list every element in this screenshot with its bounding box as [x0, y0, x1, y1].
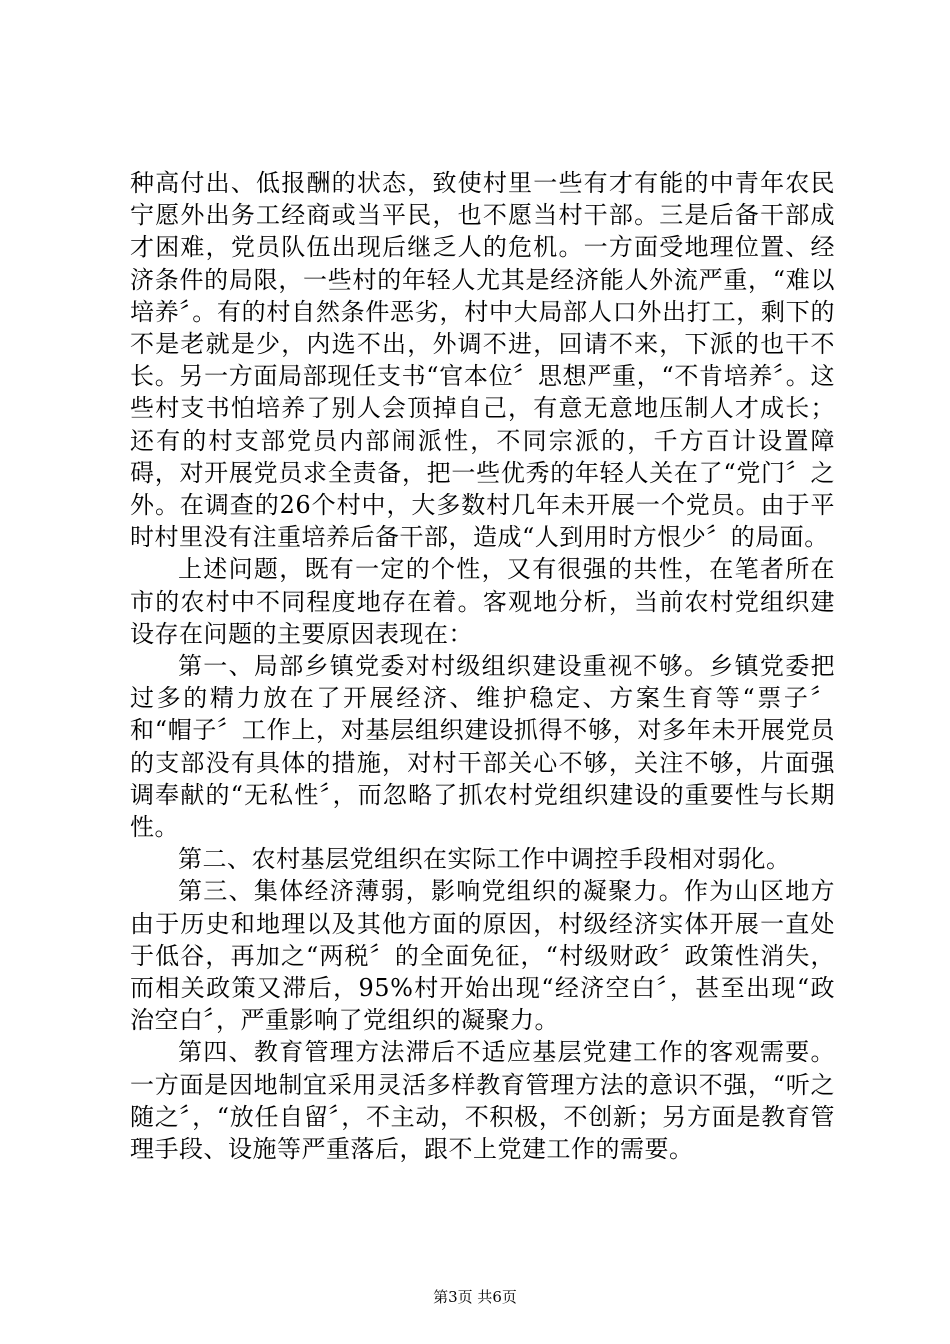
paragraph-3: 第一、局部乡镇党委对村级组织建设重视不够。乡镇党委把过多的精力放在了开展经济、维护稳定、方案生育等“票子〞和“帽子〞工作上，对基层组织建设抓得不够，对多年未开展党员的支部没有具体的措施，对村干部关心不够，关注不够，片面强调奉献的“无私性〞，而忽略了抓农村党组织建设的重要性与长期性。 [130, 652, 835, 842]
page-footer: 第3页 共6页 [433, 1288, 517, 1306]
paragraph-1: 种高付出、低报酬的状态，致使村里一些有才有能的中青年农民宁愿外出务工经商或当平民，也不愿当村干部。三是后备干部成才困难，党员队伍出现后继乏人的危机。一方面受地理位置、经济条件的局限，一些村的年轻人尤其是经济能人外流严重，“难以培养〞。有的村自然条件恶劣，村中大局部人口外出打工，剩下的不是老就是少，内选不出，外调不进，回请不来，下派的也干不长。另一方面局部现任支书“官本位〞思想严重，“不肯培养〞。这些村支书怕培养了别人会顶掉自己，有意无意地压制人才成长；还有的村支部党员内部闹派性，不同宗派的，千方百计设置障碍，对开展党员求全责备，把一些优秀的年轻人关在了“党门〞之外。在调查的26个村中，大多数村几年未开展一个党员。由于平时村里没有注重培养后备干部，造成“人到用时方恨少〞的局面。 [130, 169, 835, 552]
document-body [130, 167, 835, 1165]
paragraph-2: 上述问题，既有一定的个性，又有很强的共性，在笔者所在市的农村中不同程度地存在着。客观地分析，当前农村党组织建设存在问题的主要原因表现在： [130, 555, 835, 648]
paragraph-5: 第三、集体经济薄弱，影响党组织的凝聚力。作为山区地方由于历史和地理以及其他方面的原因，村级经济实体开展一直处于低谷，再加之“两税〞的全面免征，“村级财政〞政策性消失，而相关政策又滞后，95%村开始出现“经济空白〞，甚至出现“政治空白〞，严重影响了党组织的凝聚力。 [130, 877, 835, 1035]
paragraph-6: 第四、教育管理方法滞后不适应基层党建工作的客观需要。一方面是因地制宜采用灵活多样教育管理方法的意识不强，“听之随之〞，“放任自留〞，不主动，不积极，不创新；另方面是教育管理手段、设施等严重落后，跟不上党建工作的需要。 [130, 1038, 835, 1164]
paragraph-4: 第二、农村基层党组织在实际工作中调控手段相对弱化。 [178, 845, 791, 874]
